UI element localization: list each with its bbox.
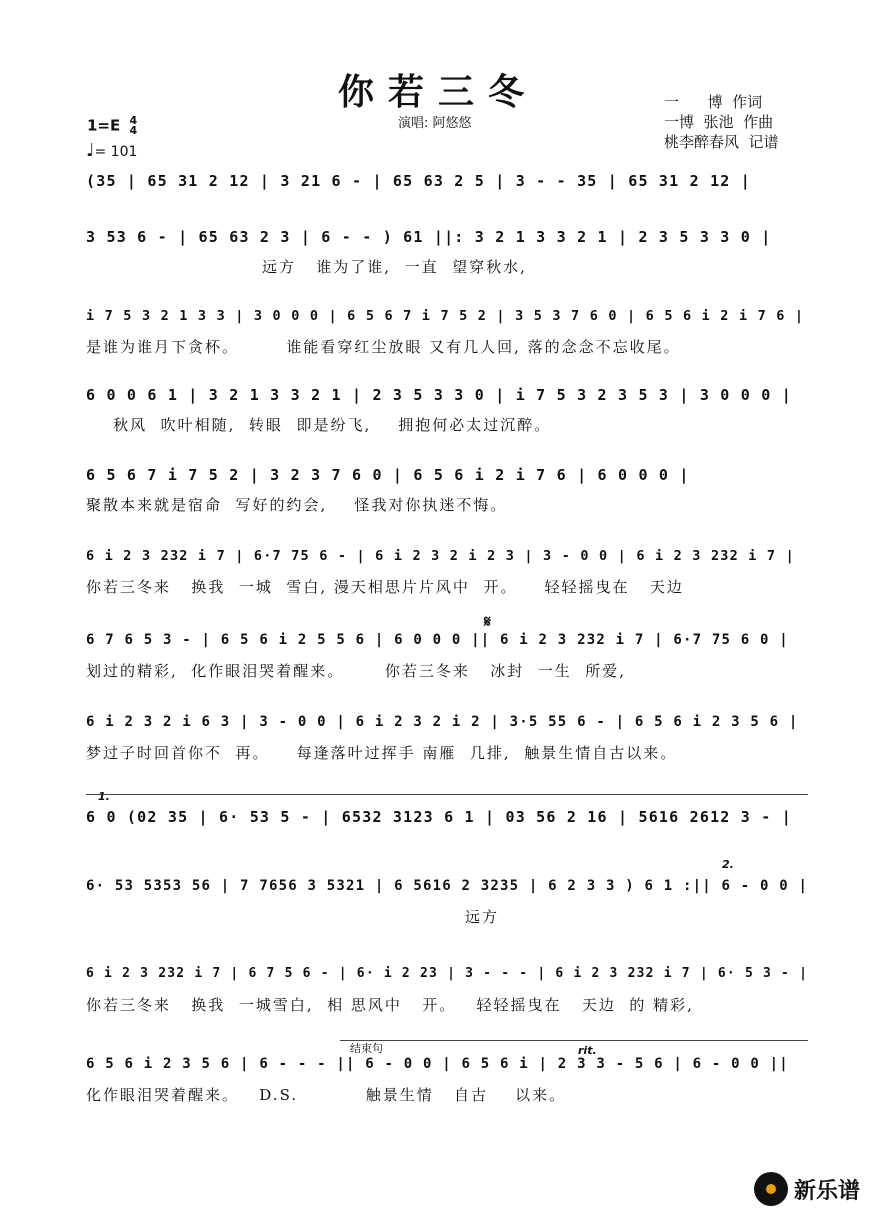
key-signature [87, 116, 137, 136]
notation-line: 6· 53 5353 56 | 7 7656 3 5321 | 6 5616 2 3235 | 6 2 3 3 ) 6 1 :|| 6 - 0 0 | [86, 878, 809, 894]
lyric-line: 划过的精彩, 化作眼泪哭着醒来。 你若三冬来 冰封 一生 所爱, [86, 662, 627, 680]
notation-line: 6 7 6 5 3 - | 6 5 6 i 2 5 5 6 | 6 0 0 0 || 6 i 2 3 232 i 7 | 6·7 75 6 0 | [86, 632, 789, 648]
coda-line [340, 1040, 808, 1041]
lyric-line: 梦过子时回首你不 再。 每逢落叶过挥手 南雁 几排, 触景生情自古以来。 [86, 744, 678, 762]
notation-line: 6 i 2 3 232 i 7 | 6 7 5 6 - | 6· i 2 23 | 3 - - - | 6 i 2 3 232 i 7 | 6· 5 3 - | [86, 966, 809, 981]
composer-credit: 一博 张池 作曲 [664, 113, 774, 131]
key-label: 1=E [87, 116, 121, 135]
segno-mark: 𝄋 [484, 612, 491, 631]
notation-line: 6 5 6 i 2 3 5 6 | 6 - - - || 6 - 0 0 | 6 5 6 i | 2 3 3 - 5 6 | 6 - 0 0 || [86, 1056, 789, 1072]
volta-1-line [86, 794, 808, 795]
page-title: 你若三冬 [338, 71, 539, 113]
notation-line: 6 5 6 7 i 7 5 2 | 3 2 3 7 6 0 | 6 5 6 i 2 i 7 6 | 6 0 0 0 | [86, 466, 690, 484]
record-disc-icon [754, 1172, 788, 1206]
lyric-line: 远方 [86, 908, 500, 926]
volta-1-label: 1. [98, 790, 110, 803]
time-signature [130, 116, 138, 136]
quarter-note-icon: ♩ [86, 140, 95, 161]
tempo-value: = 101 [94, 144, 138, 160]
transcriber-credit: 桃李醉春风 记谱 [664, 133, 779, 151]
notation-line: 6 0 (02 35 | 6· 53 5 - | 6532 3123 6 1 | 03 56 2 16 | 5616 2612 3 - | [86, 808, 792, 826]
lyric-line: 你若三冬来 换我 一城雪白, 相 思风中 开。 轻轻摇曳在 天边 的 精彩, [86, 996, 694, 1014]
volta-2-label: 2. [722, 858, 734, 871]
lyric-line: 你若三冬来 换我 一城 雪白, 漫天相思片片风中 开。 轻轻摇曳在 天边 [86, 578, 684, 596]
lyricist-credit: 一 博 作词 [664, 93, 763, 111]
notation-line: 6 i 2 3 232 i 7 | 6·7 75 6 - | 6 i 2 3 2 i 2 3 | 3 - 0 0 | 6 i 2 3 232 i 7 | [86, 548, 795, 564]
singer-credit: 演唱: 阿悠悠 [398, 116, 472, 131]
notation-line: 6 i 2 3 2 i 6 3 | 3 - 0 0 | 6 i 2 3 2 i 2 | 3·5 55 6 - | 6 5 6 i 2 3 5 6 | [86, 714, 799, 730]
lyric-line: 秋风 吹叶相随, 转眼 即是纷飞, 拥抱何必太过沉醉。 [86, 416, 552, 434]
tempo-marking [86, 140, 137, 161]
lyric-line: 化作眼泪哭着醒来。 D.S. 触景生情 自古 以来。 [86, 1086, 567, 1104]
credits-block [664, 92, 779, 152]
lyric-line: 远方 谁为了谁, 一直 望穿秋水, [86, 258, 527, 276]
time-top: 4 [129, 114, 138, 127]
coda-label: 结束句 [350, 1042, 383, 1055]
notation-line: (35 | 65 31 2 12 | 3 21 6 - | 65 63 2 5 | 3 - - 35 | 65 31 2 12 | [86, 172, 751, 190]
logo-text: 新乐谱 [794, 1178, 861, 1204]
lyric-line: 聚散本来就是宿命 写好的约会, 怪我对你执迷不悔。 [86, 496, 508, 514]
rit-mark: rit. [578, 1044, 597, 1057]
lyric-line: 是谁为谁月下贪杯。 谁能看穿红尘放眼 又有几人回, 落的念念不忘收尾。 [86, 338, 681, 356]
notation-line: 6 0 0 6 1 | 3 2 1 3 3 2 1 | 2 3 5 3 3 0 | i 7 5 3 2 3 5 3 | 3 0 0 0 | [86, 386, 792, 404]
notation-line: 3 53 6 - | 65 63 2 3 | 6 - - ) 61 ||: 3 2 1 3 3 2 1 | 2 3 5 3 3 0 | [86, 228, 772, 246]
logo [754, 1172, 860, 1206]
time-bottom: 4 [129, 124, 138, 137]
notation-line: i 7 5 3 2 1 3 3 | 3 0 0 0 | 6 5 6 7 i 7 5 2 | 3 5 3 7 6 0 | 6 5 6 i 2 i 7 6 | [86, 308, 805, 324]
